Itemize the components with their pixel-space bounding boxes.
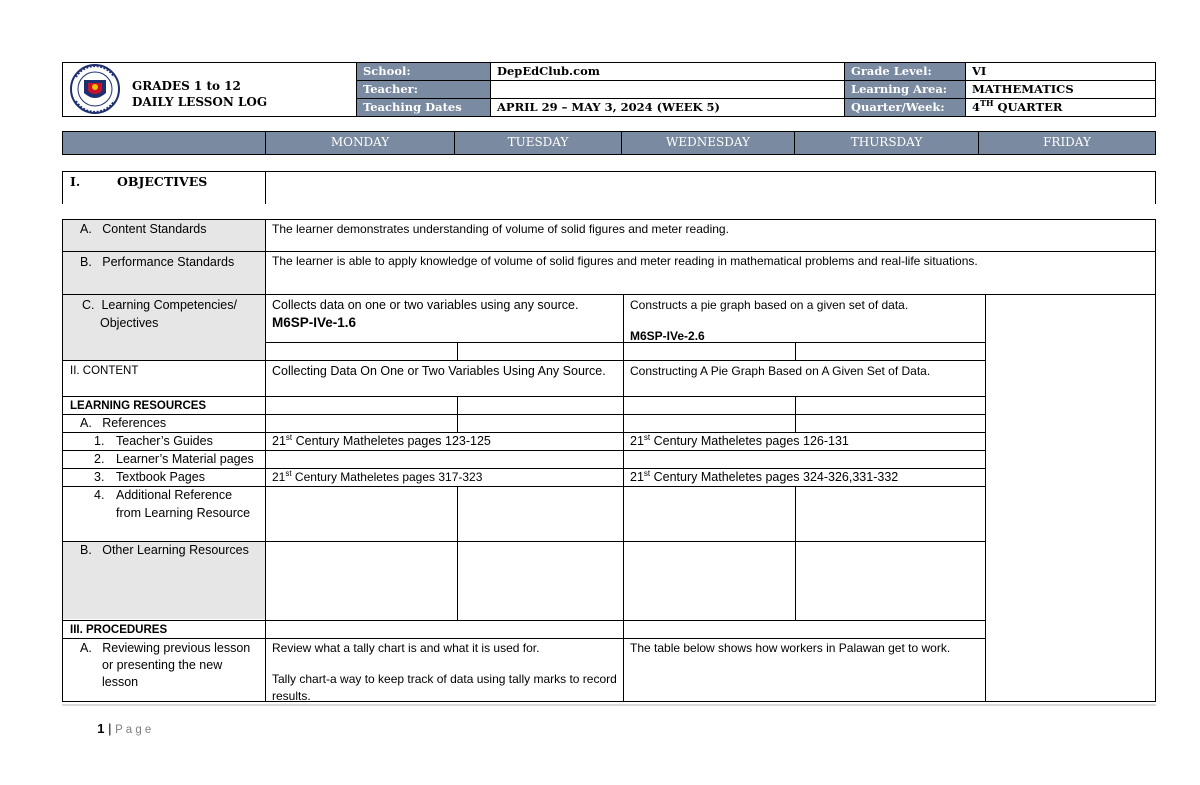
dates-value: APRIL 29 – MAY 3, 2024 (WEEK 5) bbox=[497, 100, 720, 114]
day-monday: MONDAY bbox=[266, 132, 455, 154]
content-standards-text: The learner demonstrates understanding of volume of solid figures and meter reading. bbox=[272, 222, 729, 236]
objectives-row bbox=[62, 171, 1156, 204]
content-label: II. CONTENT bbox=[70, 365, 139, 377]
title-line1: GRADES 1 to 12 bbox=[132, 79, 241, 93]
references-label: A. References bbox=[80, 416, 167, 430]
additional-reference-label-line1: 4. Additional Reference bbox=[94, 488, 233, 502]
day-header-blank bbox=[63, 132, 266, 154]
day-wednesday: WEDNESDAY bbox=[622, 132, 795, 154]
competencies-wednesday-code: M6SP-IVe-2.6 bbox=[630, 329, 705, 343]
additional-reference-label-line2: from Learning Resource bbox=[116, 506, 251, 520]
title-line2: DAILY LESSON LOG bbox=[132, 95, 268, 109]
content-wednesday-text: Constructing A Pie Graph Based on A Given Set of Data. bbox=[630, 364, 931, 378]
quarter-label: Quarter/Week: bbox=[845, 99, 965, 116]
teachers-guides-label: 1. Teacher’s Guides bbox=[94, 434, 213, 448]
school-value: DepEdClub.com bbox=[497, 64, 600, 78]
procedures-label: III. PROCEDURES bbox=[70, 624, 168, 636]
school-label: School: bbox=[357, 63, 490, 80]
procedure-a-label-line3: lesson bbox=[102, 675, 139, 689]
procedure-a-label-line1: A. Reviewing previous lesson bbox=[80, 641, 251, 655]
performance-standards-text: The learner is able to apply knowledge of volume of solid figures and meter reading in mathematical problems and real-life situations. bbox=[272, 254, 978, 268]
content-standards-label: A. Content Standards bbox=[80, 222, 207, 236]
dates-label: Teaching Dates bbox=[357, 99, 490, 116]
teachers-guides-monday: 21st Century Matheletes pages 123-125 bbox=[272, 432, 491, 448]
quarter-value: 4TH QUARTER bbox=[972, 98, 1063, 114]
performance-standards-label: B. Performance Standards bbox=[80, 255, 235, 269]
procedure-a-wednesday-text: The table below shows how workers in Palawan get to work. bbox=[630, 641, 951, 655]
learning-resources-label: LEARNING RESOURCES bbox=[70, 400, 207, 412]
page-edge-shadow bbox=[62, 704, 1156, 706]
page-number: 1 bbox=[97, 721, 105, 736]
competencies-monday-code: M6SP-IVe-1.6 bbox=[272, 315, 357, 330]
page-separator: | bbox=[104, 721, 116, 736]
teacher-value[interactable] bbox=[491, 81, 843, 98]
textbook-pages-wednesday: 21st Century Matheletes pages 324-326,331-332 bbox=[630, 468, 899, 484]
competencies-monday-text: Collects data on one or two variables using any source. bbox=[272, 298, 579, 312]
competencies-wednesday-text: Constructs a pie graph based on a given set of data. bbox=[630, 298, 909, 312]
procedure-a-label-line2: or presenting the new bbox=[102, 658, 223, 672]
textbook-pages-label: 3. Textbook Pages bbox=[94, 470, 205, 484]
procedure-a-monday-line2: Tally chart-a way to keep track of data using tally marks to record bbox=[272, 672, 617, 686]
area-label: Learning Area: bbox=[845, 81, 965, 98]
content-monday-text: Collecting Data On One or Two Variables Using Any Source. bbox=[272, 364, 606, 378]
deped-seal-logo bbox=[64, 63, 126, 115]
other-resources-label: B. Other Learning Resources bbox=[80, 543, 249, 557]
day-tuesday: TUESDAY bbox=[455, 132, 622, 154]
competencies-label-line1: C. Learning Competencies/ bbox=[82, 298, 237, 312]
teachers-guides-wednesday: 21st Century Matheletes pages 126-131 bbox=[630, 432, 849, 448]
objectives-title: OBJECTIVES bbox=[117, 174, 208, 189]
textbook-pages-monday: 21st Century Matheletes pages 317-323 bbox=[272, 469, 483, 484]
teacher-label: Teacher: bbox=[357, 81, 490, 98]
day-thursday: THURSDAY bbox=[795, 132, 979, 154]
procedure-a-monday-line3: results. bbox=[272, 689, 311, 703]
objectives-number: I. bbox=[70, 174, 81, 189]
competencies-label-line2: Objectives bbox=[100, 316, 159, 330]
learners-material-label: 2. Learner’s Material pages bbox=[94, 452, 254, 466]
procedure-a-monday-line1: Review what a tally chart is and what it is used for. bbox=[272, 641, 540, 655]
day-friday: FRIDAY bbox=[979, 132, 1155, 154]
page-word: P a g e bbox=[115, 724, 152, 736]
grade-label: Grade Level: bbox=[845, 63, 965, 80]
grade-value: VI bbox=[972, 64, 987, 78]
page-footer bbox=[90, 706, 151, 736]
area-value: MATHEMATICS bbox=[972, 82, 1074, 96]
